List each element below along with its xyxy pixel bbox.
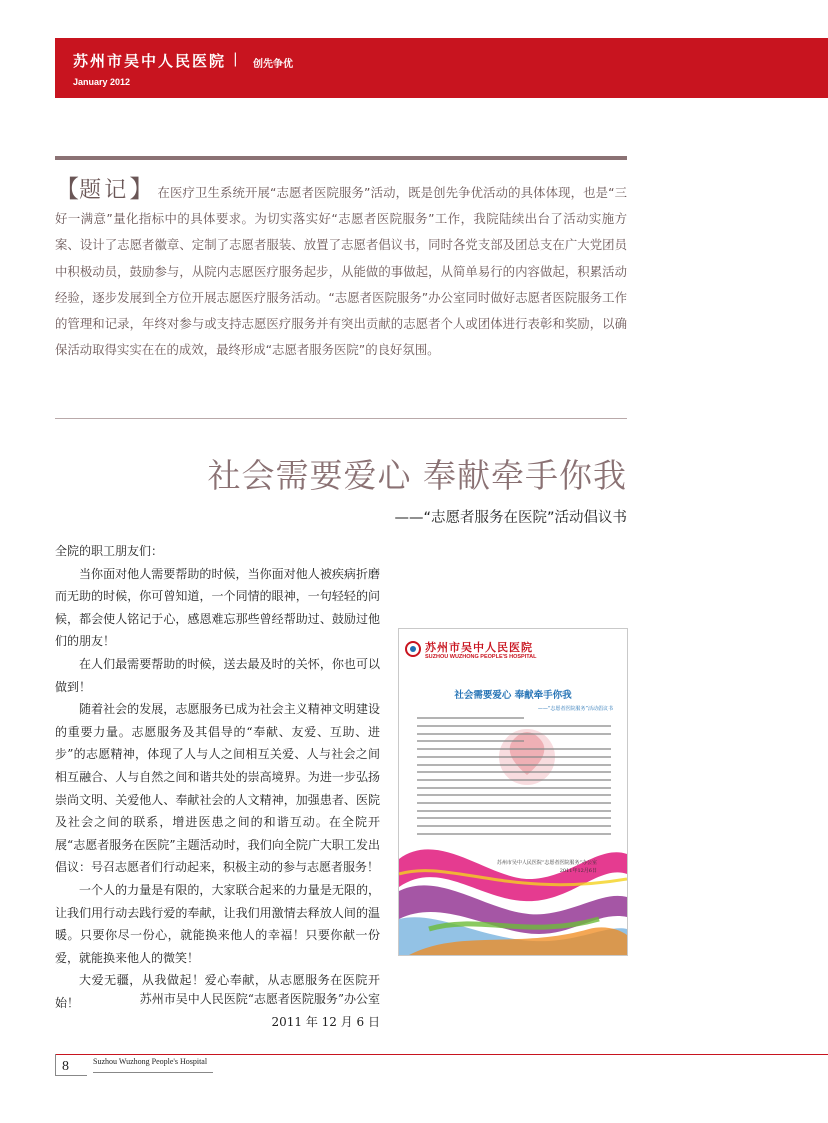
header-separator: | (233, 51, 238, 67)
issue-date: January 2012 (73, 77, 131, 87)
poster-signature (497, 859, 597, 875)
article-subheadline: ——“志愿者服务在医院”活动倡议书 (394, 510, 627, 526)
letter-signature (140, 988, 380, 1033)
letter-greeting: 全院的职工朋友们： (55, 544, 164, 558)
footer-hospital-name: Suzhou Wuzhong People's Hospital (93, 1057, 208, 1066)
poster-sign-org: 苏州市吴中人民医院“志愿者医院服务”办公室 (496, 860, 597, 866)
poster-body-text (417, 717, 611, 840)
letter-paragraph: 一个人的力量是有限的，大家联合起来的力量是无限的，让我们用行动去践行爱的奉献，让我们用激情去释放人间的温暖。只要你尽一份心，就能换来他人的幸福！只要你献一份爱，就能换来他人的微笑！ (55, 882, 380, 965)
poster-title: 社会需要爱心 奉献牵手你我 (454, 690, 572, 701)
page-number: 8 (62, 1059, 69, 1074)
intro-divider (55, 418, 627, 419)
poster-hospital-name-en: SUZHOU WUZHONG PEOPLE'S HOSPITAL (425, 654, 537, 660)
hospital-logo-icon (405, 641, 421, 657)
footer-rule (55, 1054, 828, 1055)
article-headline: 社会需要爱心 奉献牵手你我 (207, 456, 627, 495)
poster-hospital-name: 苏州市吴中人民医院 (425, 641, 533, 654)
intro-text: 在医疗卫生系统开展“志愿者医院服务”活动，既是创先争优活动的具体体现，也是“三好一满意”量化指标中的具体要求。为切实落实好“志愿者医院服务”工作，我院陆续出台了活动实施方案、设计了志愿者徽章、定制了志愿者服装、放置了志愿者倡议书，同时各党支部及团总支在广大党团员中积极动员，鼓励参与，从院内志愿医疗服务起步，从能做的事做起，从简单易行的内容做起，积累活动经验，逐步发展到全方位开展志愿医疗服务活动。“志愿者医院服务”办公室同时做好志愿者医院服务工作的管理和记录，年终对参与或支持志愿医疗服务并有突出贡献的志愿者个人或团体进行表彰和奖励，以确保活动取得实实在在的成效，最终形成“志愿者服务医院”的良好氛围。 (55, 185, 627, 358)
page-number-box (55, 1054, 87, 1076)
letter-paragraph: 当你面对他人需要帮助的时候，当你面对他人被疾病折磨而无助的时候，你可曾知道，一个同情的眼神，一句轻轻的问候，都会使人铭记于心，感恩难忘那些曾经帮助过、鼓励过他们的朋友！ (55, 566, 380, 649)
section-divider (55, 156, 627, 160)
intro-bracket-open: 【 (55, 175, 80, 203)
intro-label: 题记 (79, 178, 130, 203)
poster-subtitle: ——“志愿者医院服务”活动倡议书 (537, 706, 613, 712)
header-banner (55, 38, 828, 98)
footer-underline (93, 1072, 213, 1073)
intro-bracket-close: 】 (129, 175, 154, 203)
signature-date: 2011 年 12 月 6 日 (271, 1014, 380, 1029)
poster-sign-date: 2011年12月6日 (559, 868, 597, 874)
intro-paragraph (55, 176, 627, 363)
signature-org: 苏州市吴中人民医院“志愿者医院服务”办公室 (139, 992, 380, 1006)
letter-paragraph: 随着社会的发展，志愿服务已成为社会主义精神文明建设的重要力量。志愿服务及其倡导的“奉献、友爱、互助、进步”的志愿精神，体现了人与人之间相互关爱、人与社会之间相互融合、人与自然之间和谐共处的崇高境界。为进一步弘扬崇尚文明、关爱他人、奉献社会的人文精神，加强患者、医院及社会之间的联系，增进医患之间的和谐互动。在全院开展“志愿者服务在医院”主题活动时，我们向全院广大职工发出倡议：号召志愿者们行动起来，积极主动的参与志愿者服务！ (55, 702, 380, 875)
letter-body (55, 540, 380, 1014)
section-name: 创先争优 (253, 59, 293, 70)
letter-paragraph: 在人们最需要帮助的时候，送去最及时的关怀，你也可以做到！ (55, 656, 380, 694)
publication-title: 苏州市吴中人民医院 (73, 52, 227, 70)
letter-paragraph: 大爱无疆，从我做起！爱心奉献，从志愿服务在医院开始！ (55, 973, 380, 1010)
proposal-poster-image (398, 628, 628, 956)
